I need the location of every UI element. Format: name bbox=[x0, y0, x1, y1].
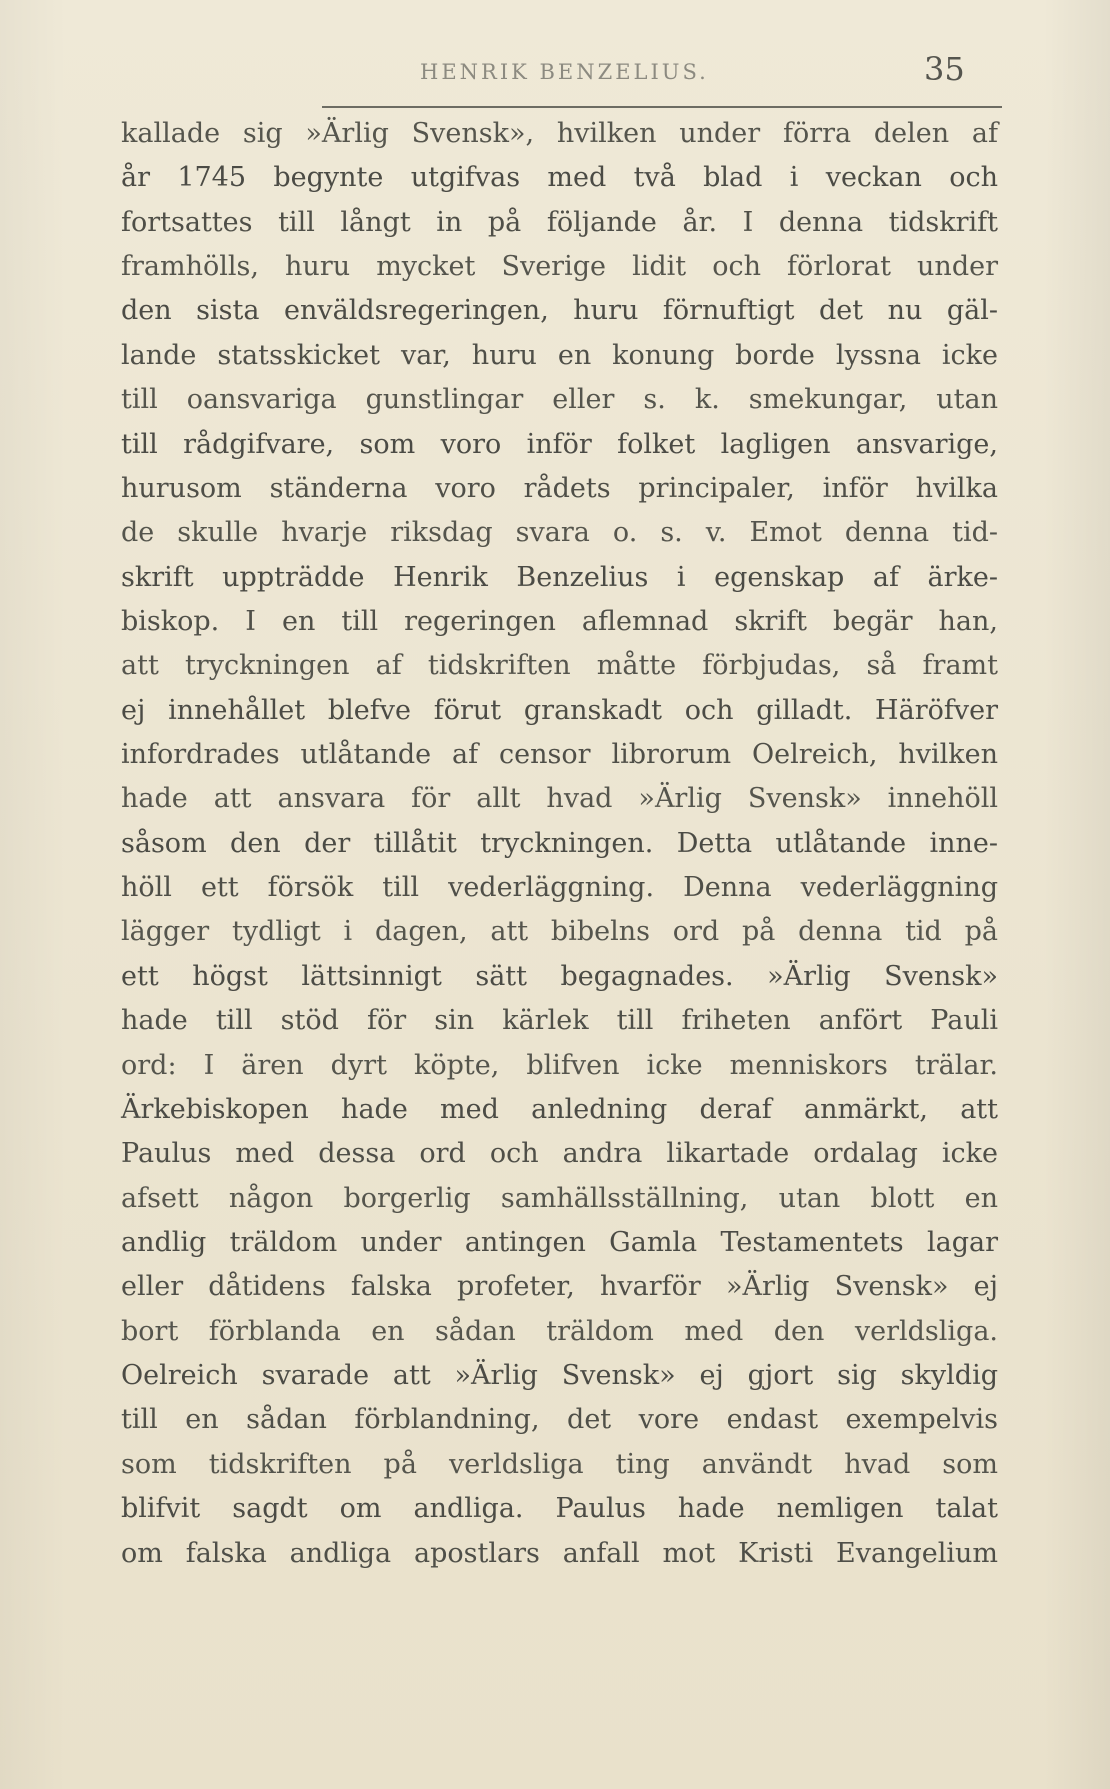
text-line: andlig träldom under antingen Gamla Testamentets lagar bbox=[121, 1226, 998, 1258]
text-line: Oelreich svarade att »Ärlig Svensk» ej gjort sig skyldig bbox=[121, 1360, 998, 1392]
text-line: Ärkebiskopen hade med anledning deraf anmärkt, att bbox=[121, 1093, 998, 1125]
text-line: lägger tydligt i dagen, att bibelns ord på denna tid på bbox=[121, 916, 998, 948]
text-line: höll ett försök till vederläggning. Denna vederläggning bbox=[121, 872, 998, 904]
page-number: 35 bbox=[924, 50, 965, 88]
text-line: Paulus med dessa ord och andra likartade ordalag icke bbox=[121, 1138, 998, 1170]
text-line: att tryckningen af tidskriften måtte förbjudas, så framt bbox=[121, 650, 998, 682]
text-line: de skulle hvarje riksdag svara o. s. v. Emot denna tid- bbox=[121, 517, 998, 549]
text-line: som tidskriften på verldsliga ting användt hvad som bbox=[121, 1448, 998, 1480]
text-line: om falska andliga apostlars anfall mot Kristi Evangelium bbox=[121, 1537, 998, 1569]
text-line: eller dåtidens falska profeter, hvarför »Ärlig Svensk» ej bbox=[121, 1271, 998, 1303]
text-line: fortsattes till långt in på följande år. I denna tidskrift bbox=[121, 206, 998, 238]
text-line: till rådgifvare, som voro inför folket lagligen ansvarige, bbox=[121, 428, 998, 460]
text-line: hade till stöd för sin kärlek till friheten anfört Pauli bbox=[121, 1005, 998, 1037]
text-line: år 1745 begynte utgifvas med två blad i veckan och bbox=[121, 162, 998, 194]
body-text bbox=[121, 112, 998, 1576]
text-line: den sista enväldsregeringen, huru förnuftigt det nu gäl- bbox=[121, 295, 998, 327]
text-line: till oansvariga gunstlingar eller s. k. smekungar, utan bbox=[121, 384, 998, 416]
text-line: kallade sig »Ärlig Svensk», hvilken under förra delen af bbox=[121, 118, 998, 149]
text-line: lande statsskicket var, huru en konung borde lyssna icke bbox=[121, 339, 998, 371]
text-line: till en sådan förblandning, det vore endast exempelvis bbox=[121, 1404, 998, 1436]
text-line: skrift uppträdde Henrik Benzelius i egenskap af ärke- bbox=[121, 561, 998, 593]
text-line: biskop. I en till regeringen aflemnad skrift begär han, bbox=[121, 605, 998, 637]
text-line: blifvit sagdt om andliga. Paulus hade nemligen talat bbox=[121, 1493, 998, 1525]
text-line: afsett någon borgerlig samhällsställning, utan blott en bbox=[121, 1182, 998, 1214]
header-rule bbox=[322, 106, 1002, 108]
running-head: HENRIK BENZELIUS. bbox=[420, 60, 709, 84]
text-line: såsom den der tillåtit tryckningen. Detta utlåtande inne- bbox=[121, 827, 998, 859]
text-line: hurusom ständerna voro rådets principaler, inför hvilka bbox=[121, 472, 998, 504]
text-line: ej innehållet blefve förut granskadt och gilladt. Häröfver bbox=[121, 694, 998, 726]
text-line: bort förblanda en sådan träldom med den verldsliga. bbox=[121, 1315, 998, 1347]
text-line: hade att ansvara för allt hvad »Ärlig Svensk» innehöll bbox=[121, 783, 998, 815]
text-line: framhölls, huru mycket Sverige lidit och förlorat under bbox=[121, 251, 998, 283]
text-line: ord: I ären dyrt köpte, blifven icke menniskors trälar. bbox=[121, 1049, 998, 1081]
text-line: infordrades utlåtande af censor librorum Oelreich, hvilken bbox=[121, 739, 998, 771]
text-line: ett högst lättsinnigt sätt begagnades. »Ärlig Svensk» bbox=[121, 960, 998, 992]
